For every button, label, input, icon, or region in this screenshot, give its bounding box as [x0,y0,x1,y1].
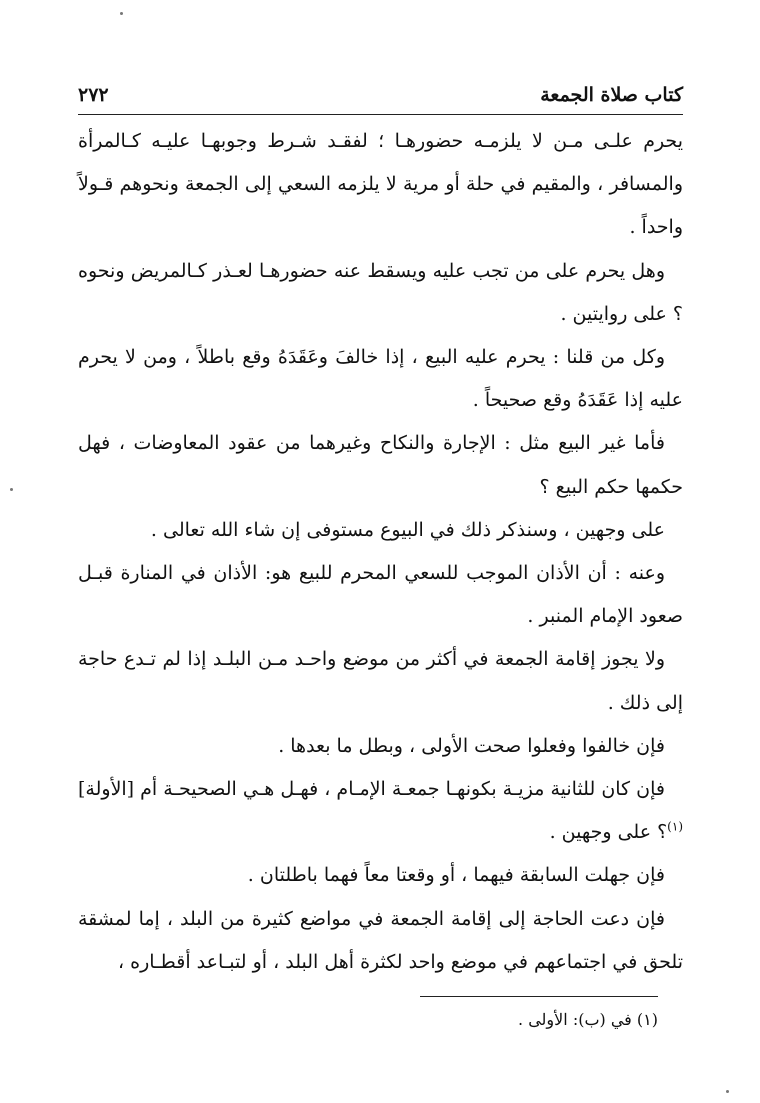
paragraph-text: فإن كان للثانية مزيـة بكونهـا جمعـة الإمـام ، فهـل هـي الصحيحـة أم [الأولة] [78,778,665,801]
paragraph: وكل من قلنا : يحرم عليه البيع ، إذا خالفَ وعَقَدَهُ وقع باطلاً ، ومن لا يحرم عليه إذا عَقَدَهُ وقع صحيحاً . [78,346,683,412]
scan-speck [10,488,13,491]
paragraph [78,768,683,854]
scan-speck [726,1090,729,1093]
footnote-reference: (١) [667,819,683,834]
page-number: ٢٧٢ [78,84,109,106]
paragraph: فإن جهلت السابقة فيهما ، أو وقعتا معاً فهما باطلتان . [247,864,665,887]
paragraph: ولا يجوز إقامة الجمعة في أكثر من موضع واحـد مـن البلـد إذا لم تـدع حاجة إلى ذلك . [78,648,683,714]
paragraph: فإن خالفوا وفعلوا صحت الأولى ، وبطل ما بعدها . [278,734,665,757]
footnote-rule [420,996,658,997]
paragraph: فأما غير البيع مثل : الإجارة والنكاح وغيرهما من عقود المعاوضات ، فهل حكمها حكم البيع ؟ [78,432,683,498]
paragraph: فإن دعت الحاجة إلى إقامة الجمعة في مواضع كثيرة من البلد ، إما لمشقة تلحق في اجتماعهم في موضع واحد لكثرة أهل البلد ، أو لتبـاعد أقطـاره ، [78,907,683,973]
paragraph: وعنه : أن الأذان الموجب للسعي المحرم للبيع هو: الأذان في المنارة قبـل صعود الإمام المنبر . [78,562,683,628]
paragraph-text: ؟ على وجهين . [549,821,668,844]
scan-speck [120,12,123,15]
paragraph: على وجهين ، وسنذكر ذلك في البيوع مستوفى إن شاء الله تعالى . [150,518,665,541]
book-title: كتاب صلاة الجمعة [540,84,683,106]
paragraph: يحرم علـى مـن لا يلزمـه حضورهـا ؛ لفقـد شـرط وجوبهـا عليـه كـالمرأة والمسافر ، والمقيم في حلة أو مرية لا يلزمه السعي إلى الجمعة ونحوهم قـولاً واحداً . [78,130,683,239]
running-header [78,80,683,114]
header-rule [78,114,683,115]
body-text [78,120,683,984]
paragraph: وهل يحرم على من تجب عليه ويسقط عنه حضورهـا لعـذر كـالمريض ونحوه ؟ على روايتين . [78,259,683,325]
footnote: (١) في (ب): الأولى . [518,1010,658,1029]
